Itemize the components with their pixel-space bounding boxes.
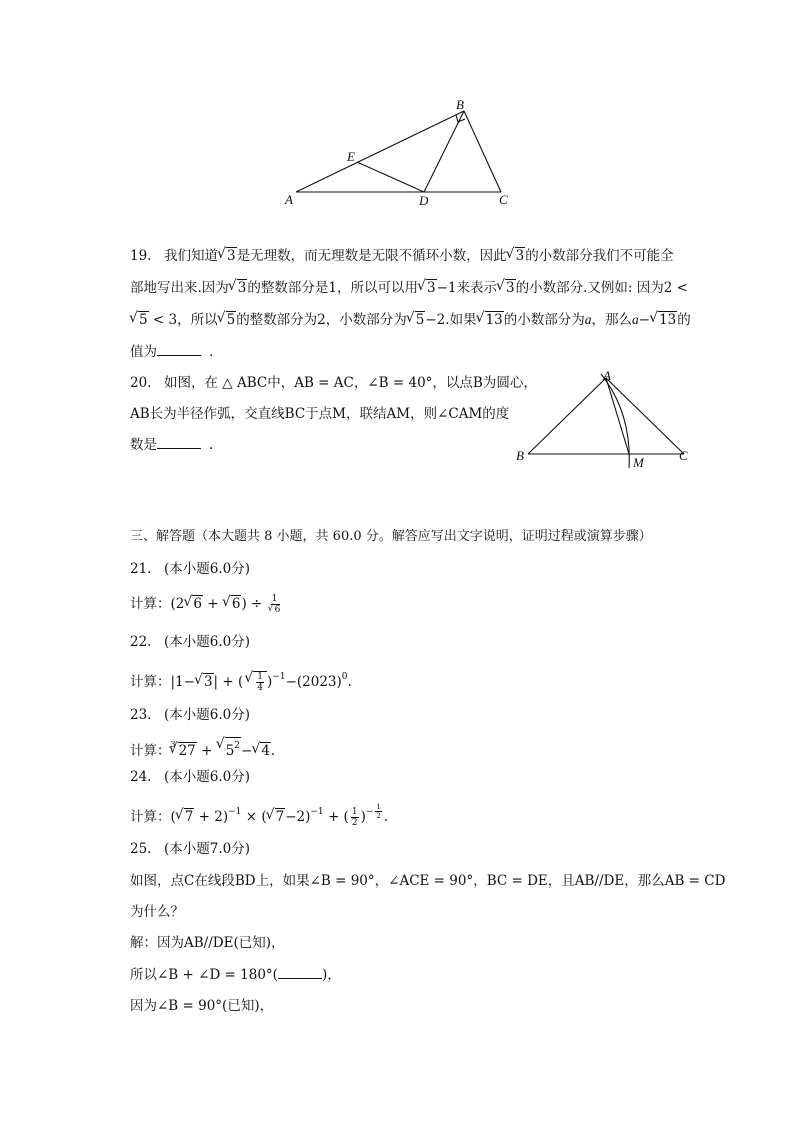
label-c: C [679, 448, 688, 463]
label-a: A [603, 368, 611, 383]
label-d: D [419, 193, 429, 208]
q25-reason-blank[interactable] [278, 966, 322, 979]
q23-header: 23. (本小题6.0分) [130, 707, 251, 723]
q20-number: 20. [130, 375, 152, 391]
q19-line-2: 部地写出来.因为√ 3的整数部分是1，所以可以用√ 3−1来表示√ 3的小数部分.又例如: 因为2 < [130, 279, 688, 297]
segment-ab [528, 378, 606, 454]
q20-line-3: 数是 . [130, 437, 214, 453]
q24-header: 24. (本小题6.0分) [130, 769, 251, 785]
q19-answer-blank[interactable] [157, 343, 201, 356]
q22-header: 22. (本小题6.0分) [130, 634, 251, 650]
q25-line-3: 解：因为AB//DE(已知)， [130, 935, 285, 951]
label-e: E [347, 149, 355, 164]
q19-line-3: √ 5 < 3，所以√ 5的整数部分为2，小数部分为√ 5−2.如果√ 13的小数部分为a，那么a−√ 13的 [130, 311, 691, 329]
q21-expression: 计算：(2√ 6 + √ 6) ÷ 1 √ 6 [130, 594, 282, 615]
q25-line-1: 如图，点C在线段BD上，如果∠B = 90°，∠ACE = 90°，BC = DE，且AB//DE，那么AB = CD [130, 873, 726, 889]
label-c: C [499, 192, 508, 207]
q19-line-4: 值为 . [130, 344, 214, 360]
label-b: B [516, 448, 524, 463]
label-m: M [633, 455, 644, 470]
label-a: A [285, 192, 293, 207]
segment-bd [424, 111, 464, 192]
q22-expression: 计算：|1−√ 3| + ( √ $\frac{1}{4}$ )$^{-1}-(2023)^0$. [130, 668, 352, 693]
q24-expression: 计算：(√ 7 + 2)$^{-1}$ × (√ 7−2)$^{-1}$ + ( $\frac{1}{2}$ )$^{- \frac{1}{2}}$ . [130, 803, 388, 828]
section-3-heading: 三、解答题（本大题共 8 小题，共 60.0 分。解答应写出文字说明，证明过程或演算步骤） [130, 529, 652, 544]
segment-ed [357, 162, 424, 192]
label-b: B [456, 97, 464, 112]
segment-ab [296, 111, 464, 192]
triangle-figure-1 [280, 95, 520, 210]
q20-answer-blank[interactable] [157, 436, 201, 449]
q25-line-4: 所以∠B + ∠D = 180°( )， [130, 967, 341, 983]
q25-line-2: 为什么？ [130, 904, 184, 920]
q20-line-2: AB长为半径作弧，交直线BC于点M，联结AM，则∠CAM的度 [130, 406, 510, 422]
q25-header: 25. (本小题7.0分) [130, 841, 251, 857]
q20-line-1: 20. 如图，在 △ ABC中，AB = AC，∠B = 40°，以点B为圆心， [130, 375, 537, 391]
q21-header: 21. (本小题6.0分) [130, 561, 251, 577]
segment-bc [464, 111, 501, 192]
q25-line-5: 因为∠B = 90°(已知)， [130, 998, 274, 1014]
q23-expression: 计算：$^3$√ 27 + √ $5^2-√$ 4. [130, 736, 275, 760]
q19-line-1: 19. 我们知道√ 3是无理数，而无理数是无限不循环小数，因此√ 3的小数部分我们不可能全 [130, 247, 674, 265]
q19-number: 19. [130, 248, 152, 264]
triangle-figure-2 [512, 368, 697, 473]
